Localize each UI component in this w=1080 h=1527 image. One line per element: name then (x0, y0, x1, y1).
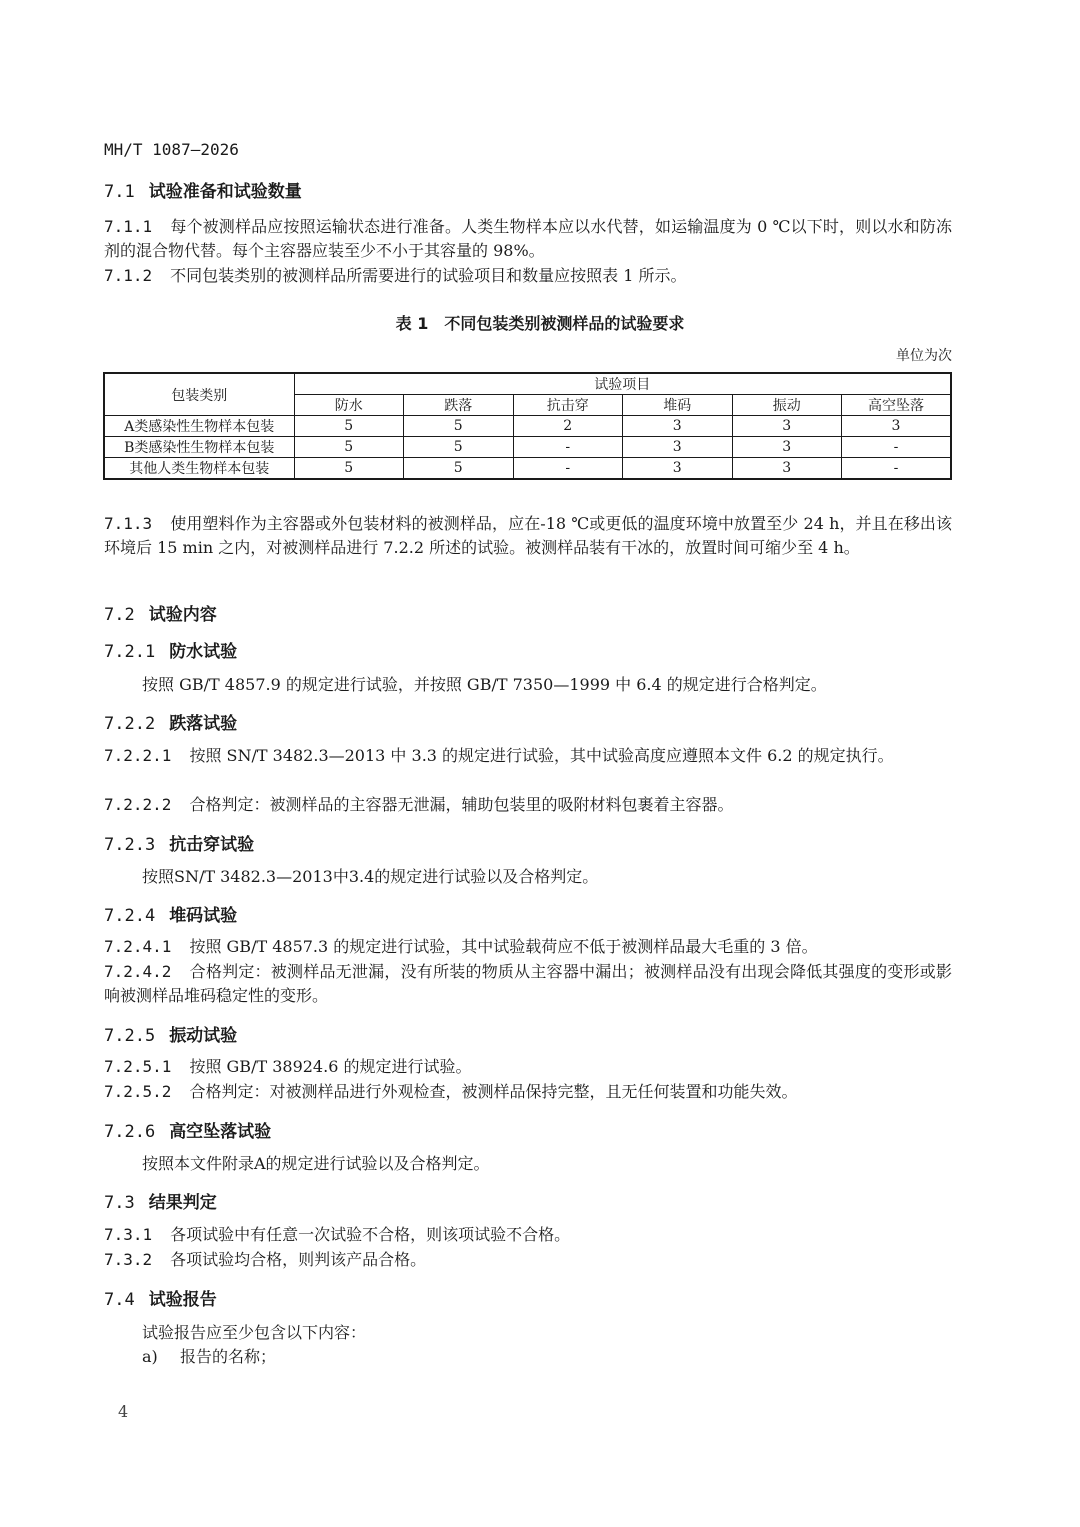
clause-number: 7.1.2 (104, 266, 153, 285)
clause-number: 7.1.3 (104, 514, 153, 533)
section-title: 试验准备和试验数量 (148, 182, 302, 202)
section-title: 防水试验 (169, 642, 238, 662)
section-heading-7-2-5 (104, 1021, 237, 1046)
section-number: 7.2.6 (104, 1122, 156, 1142)
header-waterproof: 防水 (294, 395, 404, 416)
row-label: B类感染性生物样本包装 (104, 437, 294, 458)
clause-7-2-6-text: 按照本文件附录A的规定进行试验以及合格判定。 (142, 1154, 490, 1173)
clause-7-2-5-2 (104, 1080, 952, 1104)
table-cell: 5 (294, 437, 404, 458)
section-heading-7-4 (104, 1285, 217, 1310)
table-cell: 3 (732, 416, 842, 437)
section-title: 抗击穿试验 (169, 835, 255, 855)
section-number: 7.1 (104, 182, 135, 202)
table-cell: - (842, 458, 952, 480)
section-number: 7.2.5 (104, 1026, 156, 1046)
clause-number: 7.3.1 (104, 1225, 153, 1244)
table-row (104, 458, 951, 480)
list-item-text: 报告的名称； (180, 1347, 277, 1366)
clause-7-2-2-2 (104, 793, 952, 817)
table-header-row (104, 373, 951, 395)
section-number: 7.2 (104, 605, 135, 625)
section-number: 7.4 (104, 1290, 135, 1310)
table-cell: 3 (732, 458, 842, 480)
section-number: 7.2.2 (104, 714, 156, 734)
clause-number: 7.2.5.1 (104, 1057, 172, 1076)
clause-7-2-5-1 (104, 1055, 952, 1079)
clause-7-2-4-1 (104, 935, 952, 959)
clause-text: 每个被测样品应按照运输状态进行准备。人类生物样本应以水代替，如运输温度为 0 ℃以下时，则以水和防冻剂的混合物代替。每个主容器应装至少不小于其容量的 98%。 (104, 217, 952, 260)
clause-text: 使用塑料作为主容器或外包装材料的被测样品，应在-18 ℃或更低的温度环境中放置至少 24 h，并且在移出该环境后 15 min 之内，对被测样品进行 7.2.2 所述的试验。被测样品装有干冰的，放置时间可缩少至 4 h。 (104, 514, 952, 557)
clause-number: 7.2.2.1 (104, 746, 172, 765)
clause-7-3-1 (104, 1223, 952, 1247)
row-label: 其他人类生物样本包装 (104, 458, 294, 480)
section-title: 试验内容 (148, 605, 217, 625)
table-cell: 5 (404, 458, 514, 480)
section-heading-7-2-4 (104, 901, 237, 926)
section-title: 高空坠落试验 (169, 1122, 272, 1142)
table-unit: 单位为次 (896, 348, 952, 364)
table-cell: - (513, 458, 623, 480)
section-number: 7.2.1 (104, 642, 156, 662)
report-intro: 试验报告应至少包含以下内容： (142, 1323, 367, 1342)
clause-7-2-3-text: 按照SN/T 3482.3—2013中3.4的规定进行试验以及合格判定。 (142, 867, 599, 886)
clause-7-1-2 (104, 264, 952, 288)
section-title: 试验报告 (148, 1290, 217, 1310)
clause-text: 各项试验中有任意一次试验不合格，则该项试验不合格。 (170, 1225, 571, 1244)
clause-7-2-2-1 (104, 744, 952, 768)
clause-7-1-1 (104, 215, 952, 263)
clause-number: 7.2.4.2 (104, 962, 172, 981)
clause-number: 7.2.2.2 (104, 795, 172, 814)
header-test-items: 试验项目 (294, 373, 951, 395)
table-cell: 3 (842, 416, 952, 437)
header-drop: 跌落 (404, 395, 514, 416)
list-item (142, 1345, 276, 1369)
table-row (104, 416, 951, 437)
list-marker: a) (142, 1347, 158, 1366)
section-number: 7.2.4 (104, 906, 156, 926)
table-cell: 3 (623, 437, 733, 458)
section-heading-7-2-6 (104, 1117, 271, 1142)
clause-number: 7.3.2 (104, 1250, 153, 1269)
header-vibration: 振动 (732, 395, 842, 416)
clause-text: 各项试验均合格，则判该产品合格。 (170, 1250, 427, 1269)
clause-number: 7.2.5.2 (104, 1082, 172, 1101)
header-category: 包装类别 (104, 373, 294, 416)
table-cell: 2 (513, 416, 623, 437)
clause-7-2-1-text: 按照 GB/T 4857.9 的规定进行试验，并按照 GB/T 7350—1999 中 6.4 的规定进行合格判定。 (142, 675, 827, 694)
table-cell: 5 (294, 458, 404, 480)
section-title: 跌落试验 (169, 714, 238, 734)
table-caption: 表 1 不同包装类别被测样品的试验要求 (395, 314, 685, 333)
table-cell: 5 (404, 437, 514, 458)
section-number: 7.3 (104, 1193, 135, 1213)
clause-text: 合格判定：被测样品无泄漏，没有所装的物质从主容器中漏出；被测样品没有出现会降低其强度的变形或影响被测样品堆码稳定性的变形。 (104, 962, 952, 1005)
clause-7-1-3 (104, 512, 952, 560)
section-heading-7-2-3 (104, 830, 254, 855)
clause-text: 合格判定：对被测样品进行外观检查，被测样品保持完整，且无任何装置和功能失效。 (189, 1082, 798, 1101)
section-heading-7-3 (104, 1188, 217, 1213)
section-title: 结果判定 (148, 1193, 217, 1213)
clause-text: 按照 GB/T 4857.3 的规定进行试验，其中试验载荷应不低于被测样品最大毛重的 3 倍。 (189, 937, 818, 956)
clause-text: 按照 SN/T 3482.3—2013 中 3.3 的规定进行试验，其中试验高度应遵照本文件 6.2 的规定执行。 (189, 746, 894, 765)
table-cell: 5 (404, 416, 514, 437)
table-cell: - (842, 437, 952, 458)
section-heading-7-2-2 (104, 709, 237, 734)
clause-text: 按照 GB/T 38924.6 的规定进行试验。 (189, 1057, 472, 1076)
row-label: A类感染性生物样本包装 (104, 416, 294, 437)
header-high-drop: 高空坠落 (842, 395, 952, 416)
section-heading-7-2 (104, 600, 217, 625)
clause-number: 7.1.1 (104, 217, 153, 236)
table-cell: 3 (623, 458, 733, 480)
header-puncture: 抗击穿 (513, 395, 623, 416)
table-cell: - (513, 437, 623, 458)
clause-number: 7.2.4.1 (104, 937, 172, 956)
table-cell: 3 (732, 437, 842, 458)
document-code: MH/T 1087—2026 (104, 140, 239, 159)
clause-7-3-2 (104, 1248, 952, 1272)
section-heading-7-2-1 (104, 637, 237, 662)
section-title: 堆码试验 (169, 906, 238, 926)
clause-text: 合格判定：被测样品的主容器无泄漏，辅助包装里的吸附材料包裹着主容器。 (189, 795, 734, 814)
section-title: 振动试验 (169, 1026, 238, 1046)
section-number: 7.2.3 (104, 835, 156, 855)
table-row (104, 437, 951, 458)
table-cell: 5 (294, 416, 404, 437)
clause-text: 不同包装类别的被测样品所需要进行的试验项目和数量应按照表 1 所示。 (170, 266, 687, 285)
header-stacking: 堆码 (623, 395, 733, 416)
table-cell: 3 (623, 416, 733, 437)
test-requirements-table (103, 372, 952, 480)
section-heading-7-1 (104, 177, 302, 202)
page-number: 4 (118, 1402, 129, 1421)
clause-7-2-4-2 (104, 960, 952, 1008)
